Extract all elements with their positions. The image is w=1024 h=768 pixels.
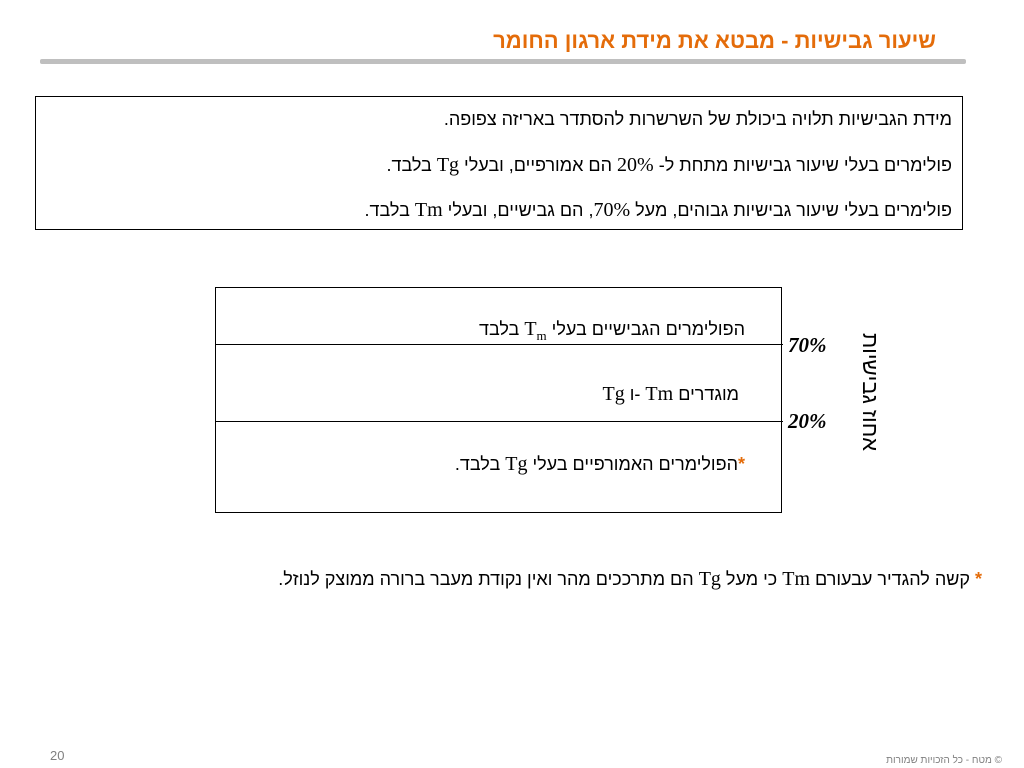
footnote: [278, 568, 982, 591]
footnote-tg: Tg: [698, 568, 721, 590]
middle-text-b: מוגדרים: [673, 384, 739, 404]
percent-70-label: 70%: [788, 333, 827, 357]
crystalline-text-a: הפולימרים הגבישיים בעלי: [546, 319, 745, 339]
definition-line-3-part-b: , הם גבישיים, ובעלי: [442, 200, 594, 220]
definition-line-2-part-b: הם אמורפיים, ובעלי: [459, 155, 618, 175]
footnote-text-a: קשה להגדיר עבעורם: [810, 569, 975, 589]
divider-70: [216, 344, 783, 345]
definition-line-1-text: מידת הגבישיות תלויה ביכולת של השרשרות להסתדר באריזה צפופה.: [443, 109, 952, 129]
footnote-text-b: כי מעל: [720, 569, 783, 589]
crystalline-subscript-m: m: [536, 328, 547, 343]
footnote-asterisk: *: [974, 569, 982, 589]
definition-line-1: [444, 109, 952, 130]
amorphous-text-b: בלבד.: [454, 454, 506, 474]
middle-text-a: ו-: [624, 384, 646, 404]
middle-tm: Tm: [645, 383, 674, 405]
crystalline-region-label: [479, 318, 745, 344]
definition-line-3-part-a: פולימרים בעלי שיעור גבישיות גבוהים, מעל: [630, 200, 952, 220]
amorphous-asterisk: *: [737, 454, 745, 474]
definition-line-2-part-c: בלבד.: [386, 155, 437, 175]
copyright-notice: © מטח - כל הזכויות שמורות: [886, 755, 1002, 766]
percent-20-label: 20%: [788, 409, 827, 433]
definition-line-2: [386, 154, 952, 177]
crystalline-t: T: [524, 318, 537, 340]
definition-line-3-part-c: בלבד.: [364, 200, 415, 220]
amorphous-text-a: הפולימרים האמורפיים בעלי: [527, 454, 738, 474]
definition-line-3-percent: 70%: [593, 199, 631, 221]
middle-tg: Tg: [602, 383, 625, 405]
definition-line-2-tg: Tg: [436, 154, 460, 176]
footnote-text-c: הם מתרככים מהר ואין נקודת מעבר ברורה ממוצק לנוזל.: [278, 569, 699, 589]
crystallinity-diagram: [215, 287, 782, 513]
definition-line-3-tm: Tm: [414, 199, 443, 221]
semicrystalline-region-label: [603, 383, 740, 406]
crystalline-text-b: בלבד: [479, 319, 525, 339]
page-number: 20: [50, 748, 65, 763]
slide-title: שיעור גבישיות - מבטא את מידת ארגון החומר: [493, 28, 936, 53]
definitions-box: [35, 96, 963, 230]
footnote-tm: Tm: [782, 568, 811, 590]
definition-line-3: [365, 199, 952, 222]
divider-20: [216, 421, 783, 422]
crystalline-tm-symbol: [524, 318, 547, 343]
definition-line-2-percent: 20%: [617, 154, 654, 176]
amorphous-region-label: [455, 453, 745, 476]
title-divider: [40, 59, 966, 64]
crystallinity-axis-label: אחוז גבישיות: [858, 332, 883, 452]
definition-line-2-part-a: פולימרים בעלי שיעור גבישיות מתחת ל-: [653, 155, 952, 175]
amorphous-tg: Tg: [505, 453, 528, 475]
